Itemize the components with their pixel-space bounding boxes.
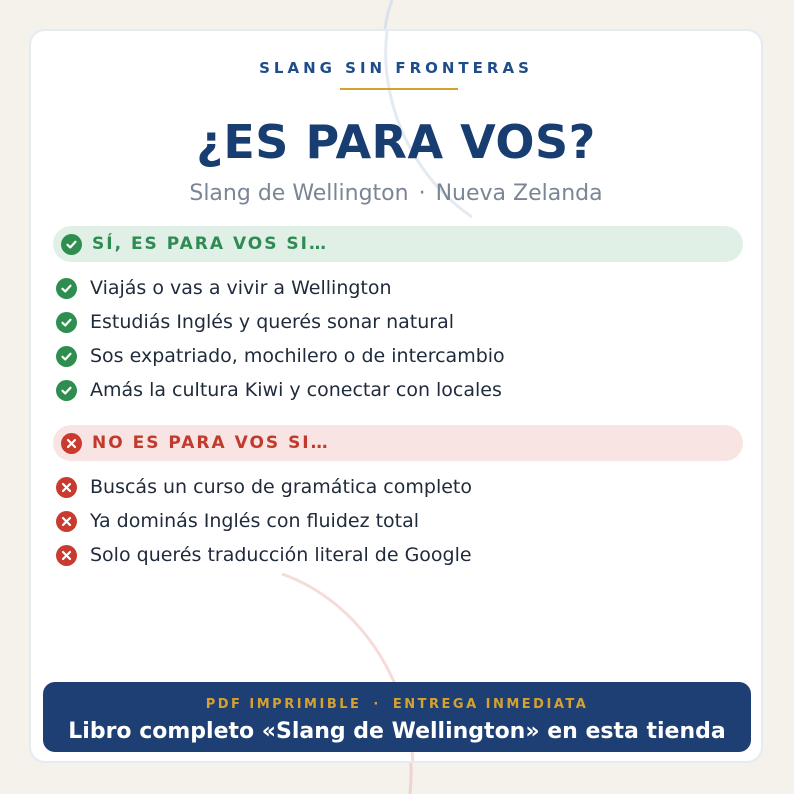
page-title: ¿ES PARA VOS? <box>196 115 596 169</box>
check-icon <box>56 278 77 299</box>
list-item-text: Sos expatriado, mochilero o de intercambio <box>90 345 505 367</box>
list-item <box>56 538 736 572</box>
check-icon <box>61 234 82 255</box>
cta-banner[interactable] <box>43 682 751 752</box>
list-item-text: Ya dominás Inglés con fluidez total <box>90 510 420 532</box>
subtitle-country: Nueva Zelanda <box>435 181 603 206</box>
list-item-text: Viajás o vas a vivir a Wellington <box>90 277 392 299</box>
no-list <box>56 470 736 572</box>
list-item <box>56 339 736 373</box>
list-item <box>56 305 736 339</box>
yes-section-header <box>53 226 743 262</box>
check-icon <box>56 346 77 367</box>
x-icon <box>56 477 77 498</box>
list-item <box>56 373 736 407</box>
cta-feature-pdf: PDF IMPRIMIBLE <box>205 697 362 712</box>
list-item-text: Buscás un curso de gramática completo <box>90 476 472 498</box>
yes-list <box>56 271 736 407</box>
info-card <box>29 29 763 763</box>
list-item-text: Estudiás Inglés y querés sonar natural <box>90 311 454 333</box>
list-item <box>56 504 736 538</box>
cta-separator: · <box>373 697 381 712</box>
list-item <box>56 271 736 305</box>
list-item <box>56 470 736 504</box>
no-section-label: NO ES PARA VOS SI… <box>92 433 330 453</box>
cta-feature-delivery: ENTREGA INMEDIATA <box>392 697 589 712</box>
cta-main-text: Libro completo «Slang de Wellington» en esta tienda <box>68 719 726 744</box>
cta-features <box>43 697 751 712</box>
list-item-text: Solo querés traducción literal de Google <box>90 544 472 566</box>
subtitle <box>31 181 761 206</box>
list-item-text: Amás la cultura Kiwi y conectar con locales <box>90 379 502 401</box>
check-icon <box>56 312 77 333</box>
brand-name: SLANG SIN FRONTERAS <box>259 59 533 77</box>
x-icon <box>61 433 82 454</box>
no-section-header <box>53 425 743 461</box>
brand-underline <box>340 88 458 90</box>
x-icon <box>56 545 77 566</box>
subtitle-city: Slang de Wellington <box>189 181 409 206</box>
yes-section-label: SÍ, ES PARA VOS SI… <box>92 234 328 254</box>
check-icon <box>56 380 77 401</box>
subtitle-separator: · <box>418 181 426 206</box>
x-icon <box>56 511 77 532</box>
